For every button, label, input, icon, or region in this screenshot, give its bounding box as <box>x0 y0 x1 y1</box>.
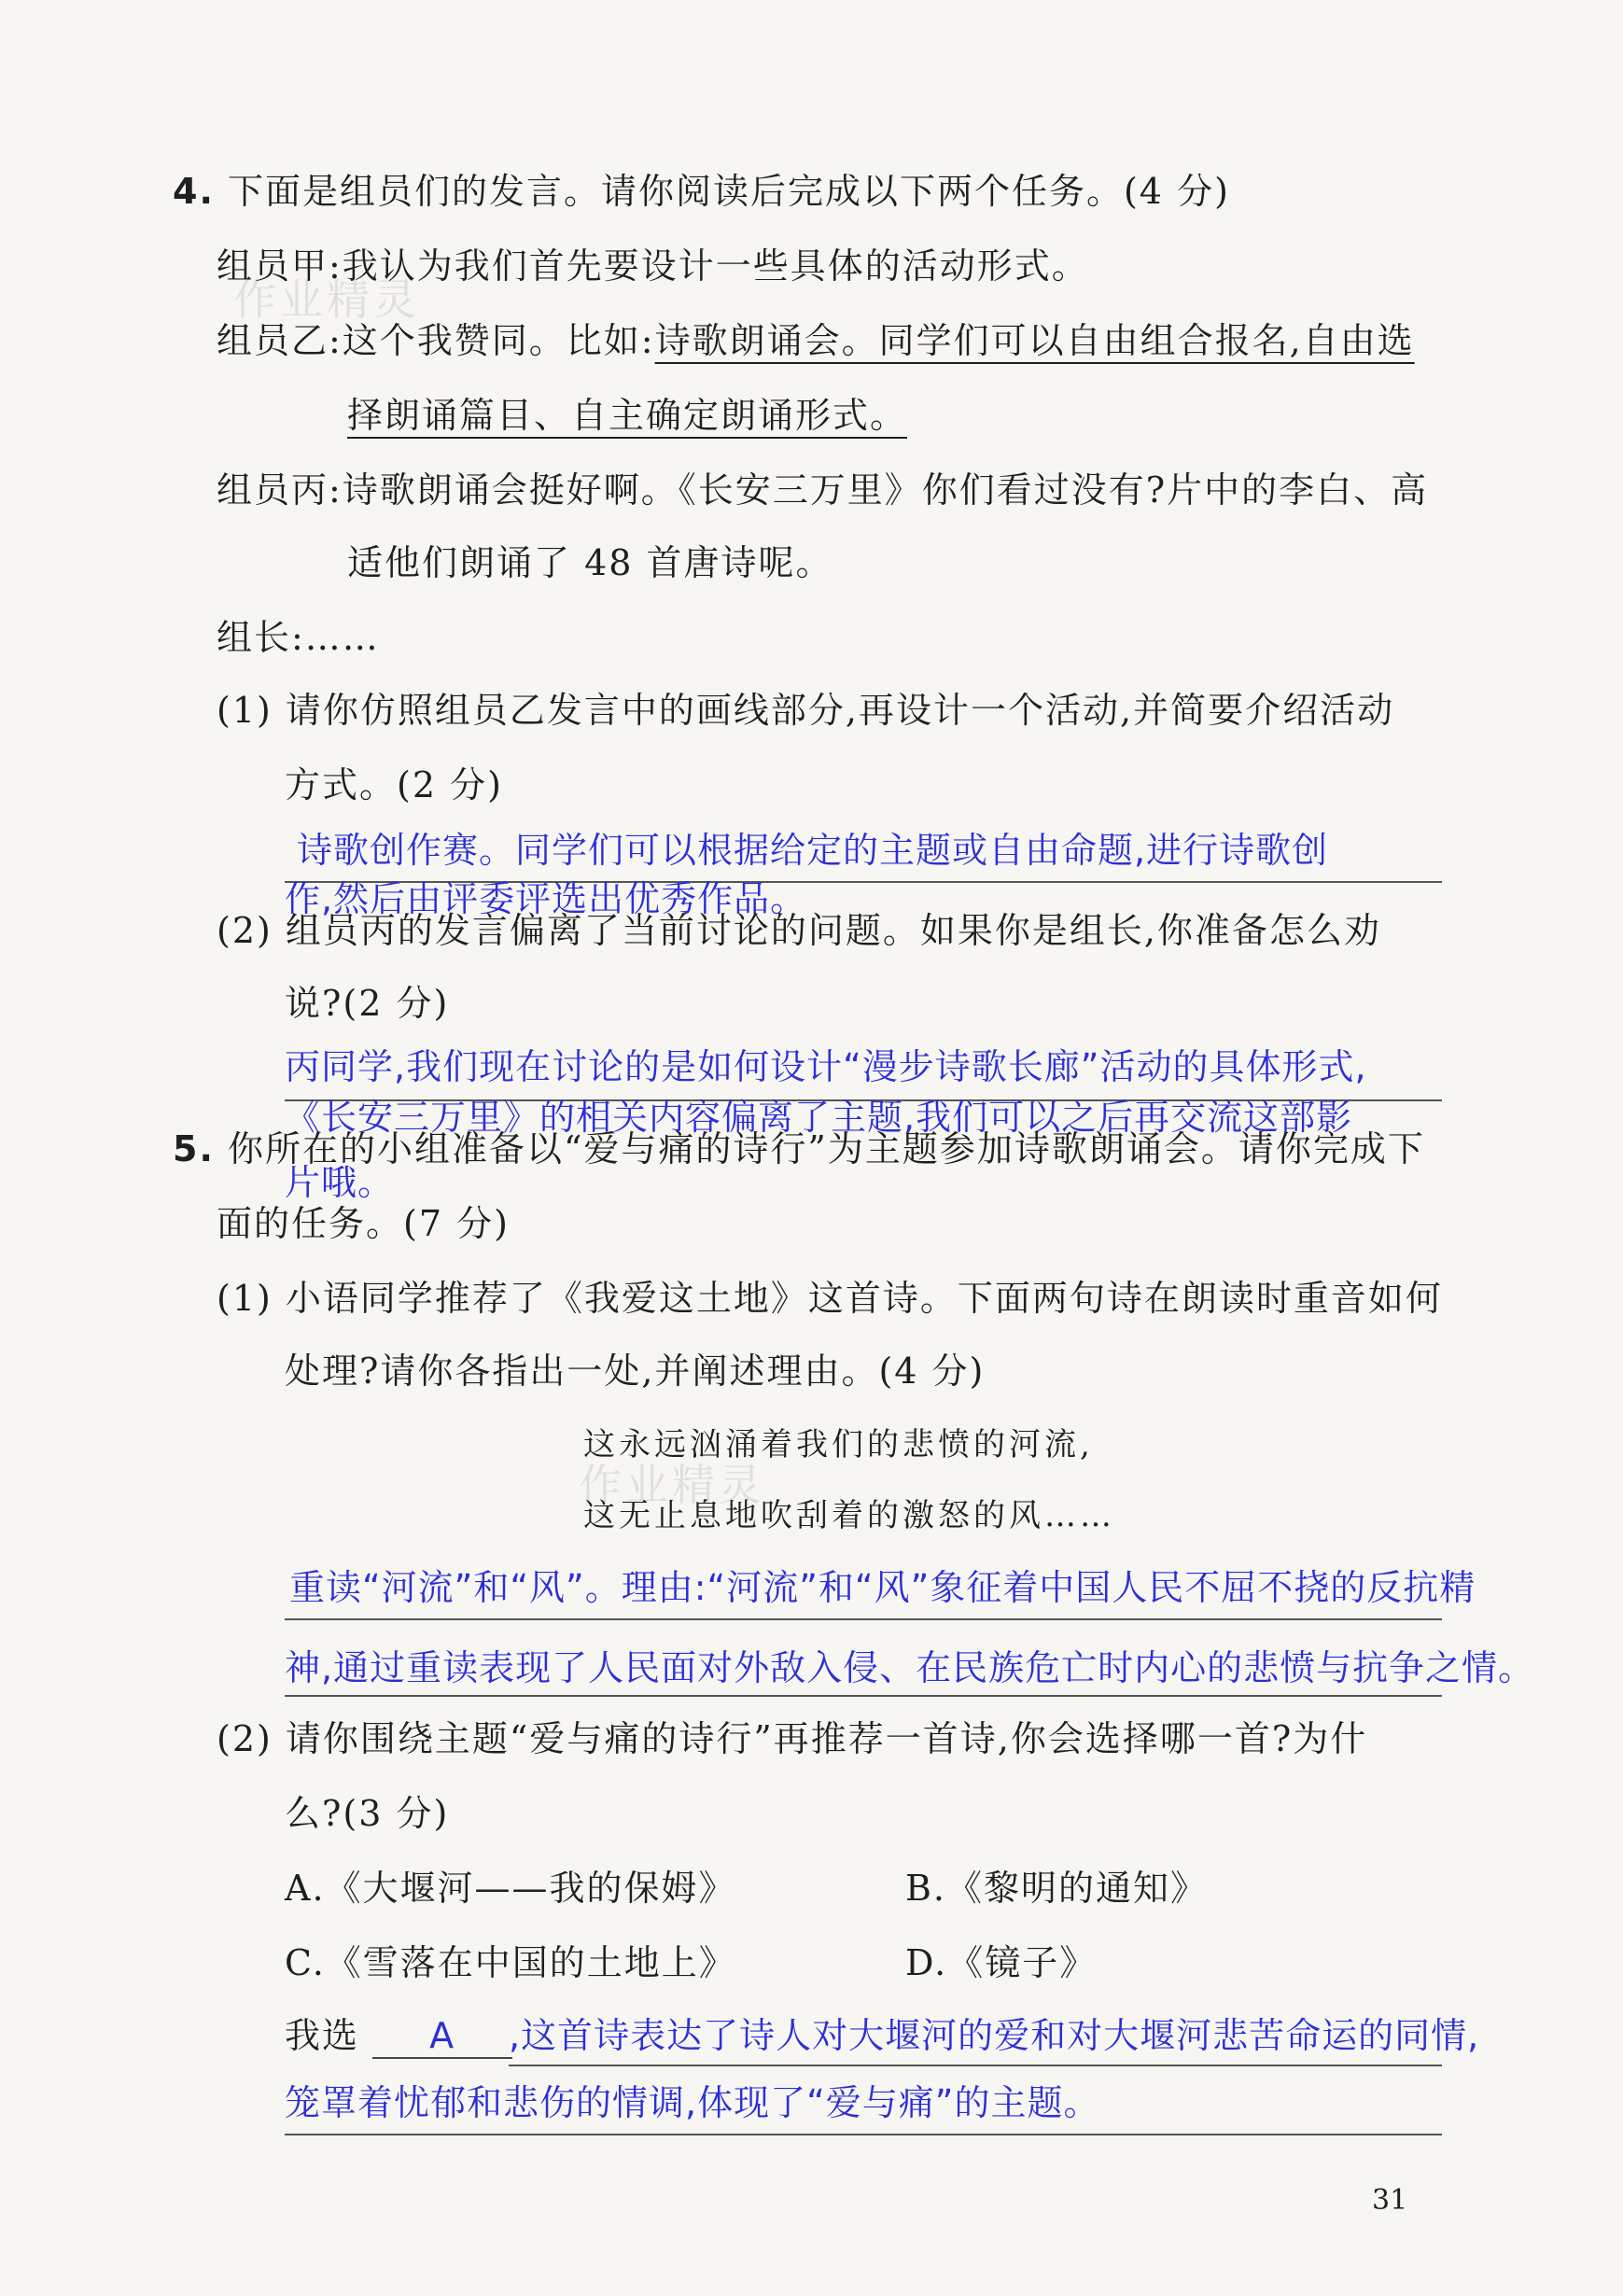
q4-sub1-answer-line1: 诗歌创作赛。同学们可以根据给定的主题或自由命题,进行诗歌创 <box>297 830 1329 871</box>
member-a-speech: 组员甲:我认为我们首先要设计一些具体的活动形式。 <box>217 245 1089 287</box>
member-b-underlined-2: 择朗诵篇目、自主确定朗诵形式。 <box>347 395 908 436</box>
q4-sub2-prompt: (2) 组员丙的发言偏离了当前讨论的问题。如果你是组长,你准备怎么劝 <box>217 910 1381 951</box>
choice-prefix: 我选 <box>285 2015 360 2056</box>
q5-sub2-prompt-cont: 么?(3 分) <box>285 1793 450 1834</box>
q5-sub1-answer-line1: 重读“河流”和“风”。理由:“河流”和“风”象征着中国人民不屈不挠的反抗精 <box>289 1567 1476 1608</box>
member-b-speech-cont <box>347 394 907 437</box>
choice-blank: A <box>372 2014 512 2059</box>
q4-sub1-prompt: (1) 请你仿照组员乙发言中的画线部分,再设计一个活动,并简要介绍活动 <box>217 690 1395 731</box>
member-b-prefix: 组员乙:这个我赞同。比如: <box>217 320 655 361</box>
q5-sub1-prompt-cont: 处理?请你各指出一处,并阐述理由。(4 分) <box>285 1351 986 1392</box>
poem-line-2: 这无止息地吹刮着的激怒的风…… <box>583 1497 1115 1534</box>
choice-line <box>285 2014 512 2059</box>
answer-rule <box>285 1618 1442 1620</box>
q4-title <box>173 170 1230 213</box>
answer-rule <box>285 2134 1442 2135</box>
answer-rule <box>509 2065 1442 2066</box>
option-b: B.《黎明的通知》 <box>905 1868 1209 1909</box>
option-d: D.《镜子》 <box>905 1942 1098 1983</box>
q5-sub2-prompt: (2) 请你围绕主题“爱与痛的诗行”再推荐一首诗,你会选择哪一首?为什 <box>217 1718 1368 1759</box>
choice-reason-line1: ,这首诗表达了诗人对大堰河的爱和对大堰河悲苦命运的同情, <box>509 2015 1480 2056</box>
option-c: C.《雪落在中国的土地上》 <box>285 1942 736 1983</box>
q4-sub2-prompt-cont: 说?(2 分) <box>285 983 450 1024</box>
q5-number: 5. <box>173 1128 215 1169</box>
leader-speech: 组长:…… <box>217 617 380 658</box>
q5-title-text: 你所在的小组准备以“爱与痛的诗行”为主题参加诗歌朗诵会。请你完成下 <box>227 1128 1425 1169</box>
member-b-speech <box>217 319 1415 362</box>
member-c-speech: 组员丙:诗歌朗诵会挺好啊。《长安三万里》你们看过没有?片中的李白、高 <box>217 469 1429 511</box>
member-b-underlined-1: 诗歌朗诵会。同学们可以自由组合报名,自由选 <box>654 320 1415 361</box>
watermark-logo: 作业精灵 <box>579 1460 765 1510</box>
q4-number: 4. <box>173 171 215 212</box>
q5-sub1-answer-line2: 神,通过重读表现了人民面对外敌入侵、在民族危亡时内心的悲愤与抗争之情。 <box>285 1647 1535 1688</box>
poem-line-1: 这永远汹涌着我们的悲愤的河流, <box>583 1426 1094 1463</box>
option-a: A.《大堰河——我的保姆》 <box>285 1868 736 1909</box>
q4-sub1-answer-line2: 作,然后由评委评选出优秀作品。 <box>285 878 807 919</box>
watermark-logo: 作业精灵 <box>233 274 420 325</box>
q5-sub1-prompt: (1) 小语同学推荐了《我爱这土地》这首诗。下面两句诗在朗读时重音如何 <box>217 1278 1443 1319</box>
q4-sub2-answer-line3: 片哦。 <box>285 1162 395 1203</box>
answer-rule <box>285 1695 1442 1697</box>
choice-reason-line2: 笼罩着忧郁和悲伤的情调,体现了“爱与痛”的主题。 <box>285 2082 1100 2123</box>
q4-sub2-answer-line2: 《长安三万里》的相关内容偏离了主题,我们可以之后再交流这部影 <box>285 1097 1353 1138</box>
member-c-speech-cont: 适他们朗诵了 48 首唐诗呢。 <box>347 542 833 583</box>
page-number: 31 <box>1372 2184 1408 2217</box>
q4-sub2-answer-line1: 丙同学,我们现在讨论的是如何设计“漫步诗歌长廊”活动的具体形式, <box>285 1046 1367 1087</box>
q5-title <box>173 1127 1425 1170</box>
q5-title-cont: 面的任务。(7 分) <box>217 1203 510 1244</box>
q4-title-text: 下面是组员们的发言。请你阅读后完成以下两个任务。(4 分) <box>227 171 1230 212</box>
q4-sub1-prompt-cont: 方式。(2 分) <box>285 764 503 805</box>
